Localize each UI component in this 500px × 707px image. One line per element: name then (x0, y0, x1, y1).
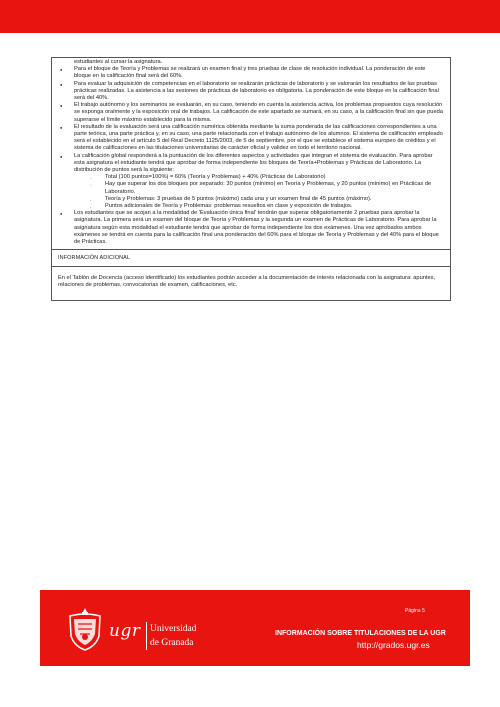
section-heading: INFORMACIÓN ADICIONAL (52, 250, 450, 267)
university-name-line1: Universidad (150, 624, 197, 634)
list-item: ● Los estudiantes que se acojan a la modalidad de 'Evaluación única final' tendrán que superar obligatoriamente 2 pruebas para aprobar la asignatura. La primera será un examen del bloque de Teoría y Problemas y la segunda un examen de Prácticas de Laboratorio. Para aprobar la asignatura según esta modalidad el estudiante tendrá que aprobar de forma independiente los dos exámenes. Una vez aprobados ambos exámenes se tendrá en cuenta para la calificación final una ponderación del 60% para el bloque de Teoría y Problemas y del 40% para el bloque de Prácticas. (58, 210, 444, 246)
evaluation-cell (52, 58, 450, 250)
list-item: ● El resultado de la evaluación será una calificación numérica obtenida mediante la suma ponderada de las calificaciones correspondientes a una parte teórica, una parte práctica y, en su caso, una parte relacionada con el trabajo autónomo de los alumnos. El sistema de calificación empleado será el establecido en el artículo 5 del Real Decreto 1125/2003, de 5 de septiembre, por el que se establece el sistema europeo de créditos y el sistema de calificaciones en las titulaciones universitarias de carácter oficial y validez en todo el territorio nacional. (58, 124, 444, 153)
footer-red-band (40, 590, 470, 666)
footer-url-link[interactable]: http://grados.ugr.es (357, 640, 430, 650)
page-number: Página 5 (405, 608, 425, 614)
university-name (146, 622, 196, 650)
sub-list-item: - Total (100 puntos=100%) = 60% (Teoría y Problemas) + 40% (Prácticas de Laboratorio) (90, 174, 444, 181)
list-item: ● Para el bloque de Teoría y Problemas se realizará un examen final y tres pruebas de clase de resolución individual. La ponderación de este bloque en la calificación final será del 60%. (58, 66, 444, 80)
content-table (51, 57, 451, 301)
continued-text: estudiantes al cursar la asignatura. (74, 59, 163, 65)
sub-list-item: - Puntos adicionales de Teoría y Problemas: problemas resueltos en clase y exposición de trabajos. (90, 203, 444, 210)
additional-info-text: En el Tablón de Docencia (acceso identificado) los estudiantes podrán acceder a la documentación de interés relacionada con la asignatura: apuntes, relaciones de problemas, convocatorias de examen, calificaciones, etc. (58, 275, 436, 289)
university-crest-icon (66, 606, 104, 652)
points-distribution-list (74, 174, 444, 210)
titulaciones-heading: INFORMACIÓN SOBRE TITULACIONES DE LA UGR (275, 630, 446, 637)
header-red-bar (0, 0, 500, 33)
sub-list-item: - Hay que superar los dos bloques por separado: 30 puntos (mínimo) en Teoría y Problemas, y 20 puntos (mínimo) en Prácticas de Laboratorio. (90, 181, 444, 195)
list-item-text: La calificación global responderá a la puntuación de los diferentes aspectos y actividades que integran el sistema de evaluación. Para aprobar esta asignatura el estudiante tendrá que aprobar de forma independiente los bloques de Teoría+Problemas y Prácticas de Laboratorio. La distribución de puntos será la siguiente: (74, 152, 433, 174)
list-item (58, 153, 444, 211)
evaluation-list (58, 66, 444, 246)
list-item: ● El trabajo autónomo y los seminarios se evaluarán, en su caso, teniendo en cuenta la asistencia activa, los problemas propuestos cuya resolución se exponga oralmente y la exposición oral de trabajos. La calificación de este apartado se sumará, en su caso, a la calificación final sin que pueda superarse el límite máximo establecido para la misma. (58, 102, 444, 124)
university-name-line2: de Granada (150, 638, 194, 648)
ugr-logo-text: ugr (109, 621, 141, 641)
list-item: ● Para evaluar la adquisición de competencias en el laboratorio se realizarán prácticas de laboratorio y se valorarán los resultados de las pruebas prácticas realizadas. La asistencia a las sesiones de prácticas de laboratorio es obligatoria. La ponderación de este bloque en la calificación final será del 40%. (58, 81, 444, 103)
sub-list-item: - Teoría y Problemas: 3 pruebas de 5 puntos (máximo) cada una y un examen final de 45 puntos (máximo). (90, 196, 444, 203)
